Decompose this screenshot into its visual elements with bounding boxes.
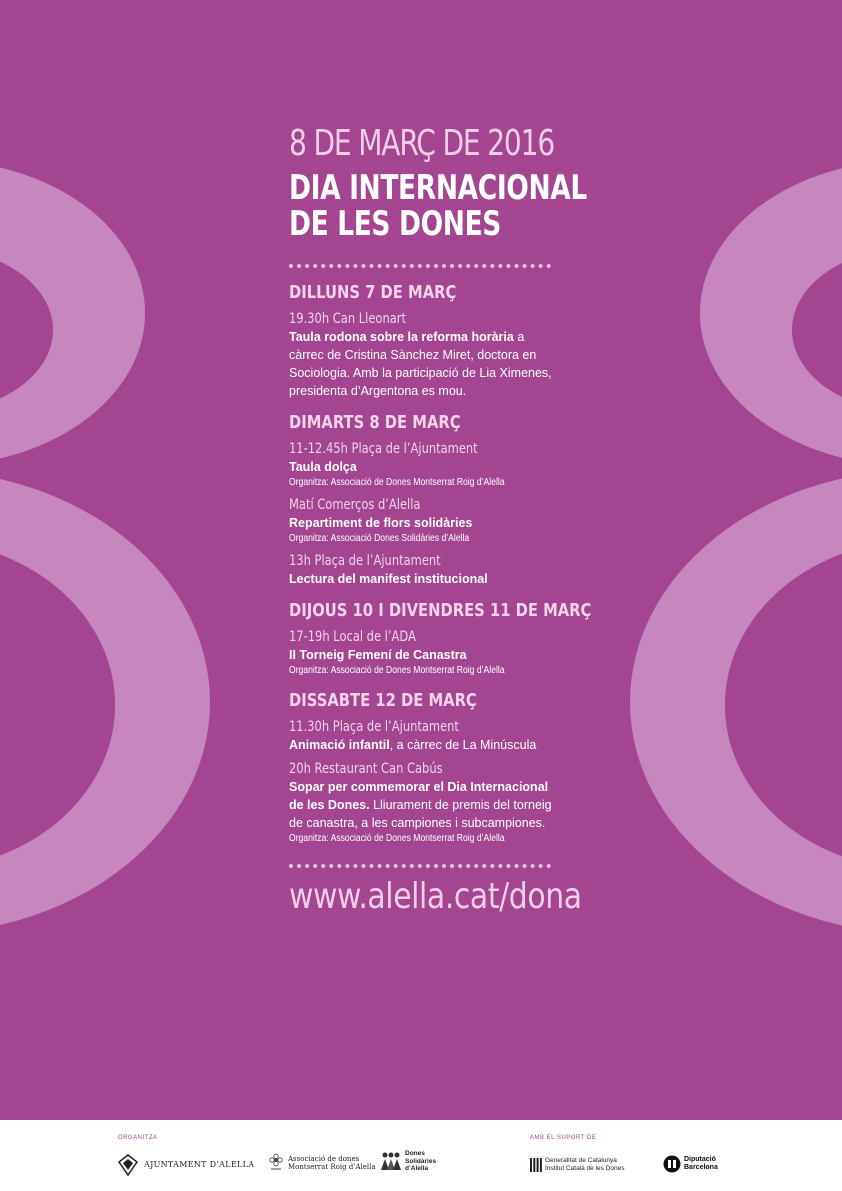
diputacio-logo[interactable] — [663, 1155, 718, 1173]
event-item — [289, 496, 554, 546]
day-heading: DISSABTE 12 DE MARÇ — [289, 690, 477, 711]
event-item — [289, 760, 554, 846]
event-organizer: Organitza: Associació de Dones Montserrat Roig d’Alella — [289, 833, 505, 844]
suport-label: AMB EL SUPORT DE — [530, 1135, 597, 1141]
program-content — [289, 123, 592, 920]
event-item — [289, 440, 554, 490]
day-heading: DIJOUS 10 I DIVENDRES 11 DE MARÇ — [289, 600, 592, 621]
event-detail: Lliurament de premis del torneig de canastra, a les campiones i subcampiones. — [289, 798, 552, 830]
generalitat-line-1: Generalitat de Catalunya — [545, 1157, 617, 1164]
event-time-place: 17-19h Local de l’ADA — [289, 629, 416, 645]
event-description — [289, 514, 554, 532]
event-time-place: Matí Comerços d’Alella — [289, 497, 421, 513]
generalitat-stripes-icon — [530, 1158, 542, 1172]
event-title: II Torneig Femení de Canastra — [289, 648, 467, 662]
left-eight-icon — [0, 160, 210, 934]
event-description — [289, 570, 554, 588]
event-detail: , a càrrec de La Minúscula — [389, 738, 537, 752]
title-line-1: DIA INTERNACIONAL — [289, 168, 587, 208]
diputacio-line-1: Diputació — [684, 1156, 716, 1163]
event-description — [289, 736, 554, 754]
event-time-place: 11-12.45h Plaça de l’Ajuntament — [289, 441, 478, 457]
title-line-2: DE LES DONES — [289, 204, 502, 244]
event-description — [289, 458, 554, 476]
event-time-place: 20h Restaurant Can Cabús — [289, 761, 443, 777]
associacio-line-1: Associació de dones — [288, 1155, 360, 1163]
event-title: Animació infantil — [289, 738, 390, 752]
diputacio-icon — [663, 1155, 681, 1173]
event-organizer: Organitza: Associació de Dones Montserrat Roig d’Alella — [289, 477, 505, 488]
diputacio-line-2: Barcelona — [684, 1164, 718, 1171]
event-organizer: Organitza: Associació Dones Solidàries d’Alella — [289, 533, 470, 544]
event-time-place: 11.30h Plaça de l’Ajuntament — [289, 719, 459, 735]
event-title: Sopar per commemorar el Dia Internacional de les Dones. — [289, 780, 549, 812]
organitza-label: ORGANITZA — [118, 1135, 158, 1141]
day-heading: DIMARTS 8 DE MARÇ — [289, 412, 461, 433]
dotted-divider-top — [289, 264, 551, 268]
generalitat-line-2: Institut Català de les Dones — [545, 1164, 625, 1172]
flower-icon — [268, 1154, 284, 1172]
event-date: 8 DE MARÇ DE 2016 — [289, 123, 555, 164]
dones-solidaries-line-1: Dones — [405, 1150, 425, 1157]
website-link[interactable]: www.alella.cat/dona — [289, 876, 582, 917]
event-detail: a càrrec de Cristina Sànchez Miret, doctora en Sociologia. Amb la participació de Lia Ximenes, presidenta d’Argentona es mou. — [289, 330, 552, 398]
event-title: Lectura del manifest institucional — [289, 572, 488, 586]
event-description — [289, 778, 554, 832]
ajuntament-logo[interactable] — [118, 1154, 254, 1176]
event-description — [289, 646, 554, 664]
event-title: Taula rodona sobre la reforma horària — [289, 330, 514, 344]
event-item — [289, 552, 554, 588]
event-item — [289, 718, 554, 754]
event-item — [289, 628, 554, 678]
associacio-line-2: Montserrat Roig d’Alella — [288, 1163, 376, 1171]
day-heading: DILLUNS 7 DE MARÇ — [289, 282, 457, 303]
event-organizer: Organitza: Associació de Dones Montserrat Roig d’Alella — [289, 665, 505, 676]
event-title: Repartiment de flors solidàries — [289, 516, 473, 530]
shield-icon — [118, 1154, 138, 1176]
event-description — [289, 328, 554, 400]
right-eight-icon — [630, 160, 842, 934]
footer — [0, 1120, 842, 1191]
event-title: Taula dolça — [289, 460, 357, 474]
ajuntament-text: AJUNTAMENT D’ALELLA — [144, 1160, 255, 1169]
event-time-place: 19.30h Can Lleonart — [289, 311, 406, 327]
generalitat-logo[interactable] — [530, 1157, 625, 1172]
dotted-divider-bottom — [289, 864, 551, 868]
dones-solidaries-logo[interactable] — [380, 1150, 436, 1173]
event-time-place: 13h Plaça de l’Ajuntament — [289, 553, 441, 569]
women-group-icon — [380, 1150, 402, 1172]
dones-solidaries-line-3: d’Alella — [405, 1165, 429, 1172]
dones-solidaries-line-2: Solidàries — [405, 1157, 437, 1165]
associacio-logo[interactable] — [268, 1154, 376, 1172]
event-item — [289, 310, 554, 400]
